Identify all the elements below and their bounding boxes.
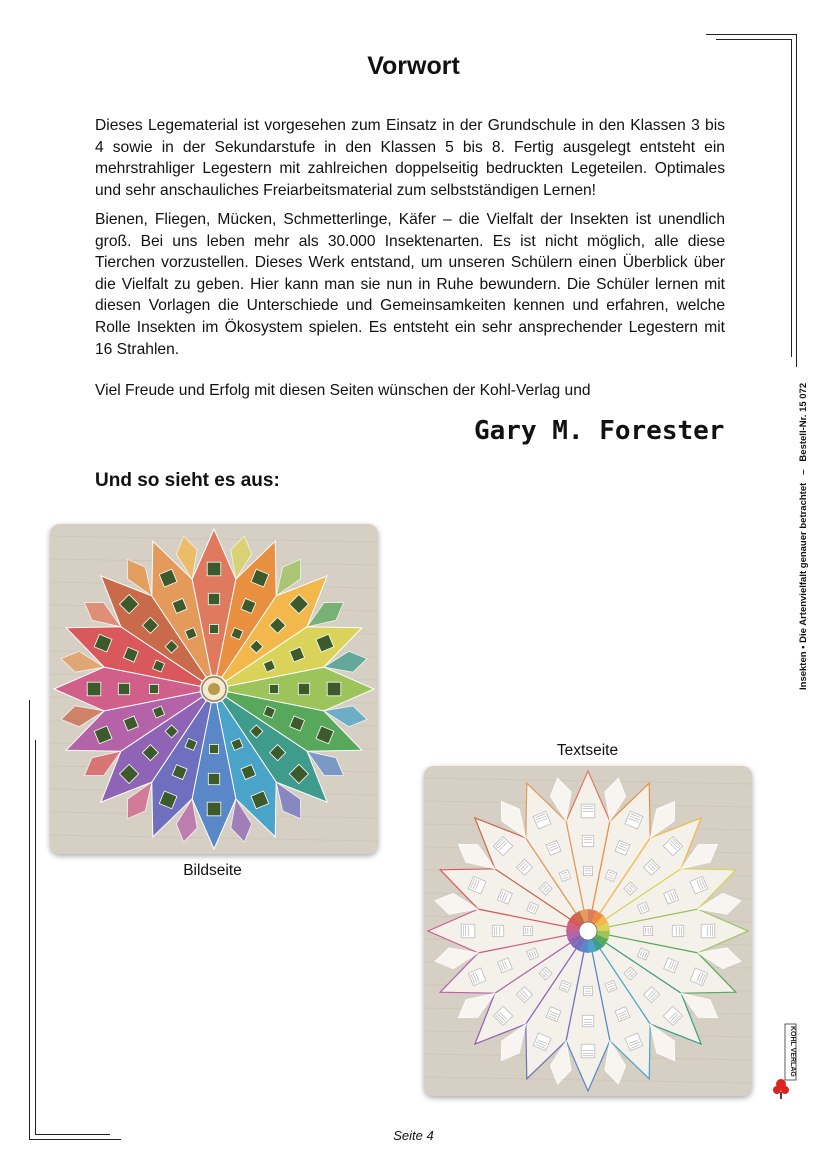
- page-title: Vorwort: [367, 52, 460, 80]
- star-card: [327, 682, 341, 696]
- frame-top-right-horizontal-inner: [716, 39, 791, 40]
- side-label-text: Insekten • Die Artenvielfalt genauer betrachtet: [798, 482, 809, 690]
- textseite-photo: [424, 766, 752, 1096]
- frame-top-right-vertical-inner: [791, 39, 792, 357]
- star-card: [209, 624, 218, 633]
- side-order-label: [798, 383, 809, 690]
- kohl-verlag-logo: [772, 1020, 798, 1100]
- star-card: [492, 925, 503, 936]
- closing-line: Viel Freude und Erfolg mit diesen Seiten wünschen der Kohl-Verlag und: [95, 382, 591, 399]
- frame-bottom-left-vertical: [29, 700, 30, 1140]
- star-card: [672, 925, 683, 936]
- star-card: [208, 773, 219, 784]
- star-text-side: [424, 766, 752, 1096]
- star-card: [209, 744, 218, 753]
- intro-paragraph: Dieses Legematerial ist vorgesehen zum Einsatz in der Grundschule in den Klassen 3 bis 4 sowie in der Sekundarstufe in den Klassen 5 bis 8. Fertig ausgelegt entsteht ein mehrstrahliger Legestern mit zahlreichen doppelseitig bedruckten Legeteilen. Optimales und sehr anschauliches Freiarbeitsmaterial zum selbstständigen Lernen!: [95, 117, 725, 199]
- frame-top-right-vertical: [796, 34, 797, 367]
- logo-text: KOHL VERLAG: [789, 1026, 796, 1077]
- bildseite-photo: [50, 524, 378, 854]
- bildseite-caption: Bildseite: [183, 862, 242, 879]
- star-card: [118, 683, 129, 694]
- star-card: [207, 562, 221, 576]
- hub-center: [579, 922, 597, 940]
- star-card: [207, 802, 221, 816]
- star-card: [149, 684, 158, 693]
- page-number: Seite 4: [393, 1128, 434, 1143]
- star-card: [87, 682, 101, 696]
- star-card: [298, 683, 309, 694]
- star-card: [208, 593, 219, 604]
- insects-paragraph: Bienen, Fliegen, Mücken, Schmetterlinge, Käfer – die Vielfalt der Insekten ist unendlich groß. Bei uns leben mehr als 30.000 Insektenarten. Es ist nicht möglich, alle diese Tierchen vorzustellen. Dieses Werk entstand, um unseren Schülern einen Überblick über die Vielfalt zu geben. Hier kann man sie nun in Ruhe bewundern. Die Schüler lernen mit diesen Vorlagen die Unterschiede und Gemeinsamkeiten kennen und erfahren, welche Rolle Insekten im Ökosystem spielen. Es entsteht ein sehr ansprechender Legestern mit 16 Strahlen.: [95, 211, 725, 358]
- hub-logo: [208, 683, 220, 695]
- star-card: [269, 684, 278, 693]
- side-label-dash: –: [798, 469, 809, 475]
- star-picture-side: [50, 524, 378, 854]
- section-heading: Und so sieht es aus:: [95, 470, 280, 491]
- star-card: [582, 835, 593, 846]
- frame-top-right-horizontal: [706, 34, 796, 35]
- textseite-caption: Textseite: [556, 742, 619, 759]
- side-order-number: Bestell-Nr. 15 072: [798, 382, 809, 462]
- frame-bottom-left-vertical-inner: [35, 740, 36, 1135]
- star-card: [582, 1015, 593, 1026]
- author-signature: Gary M. Forester: [474, 416, 725, 446]
